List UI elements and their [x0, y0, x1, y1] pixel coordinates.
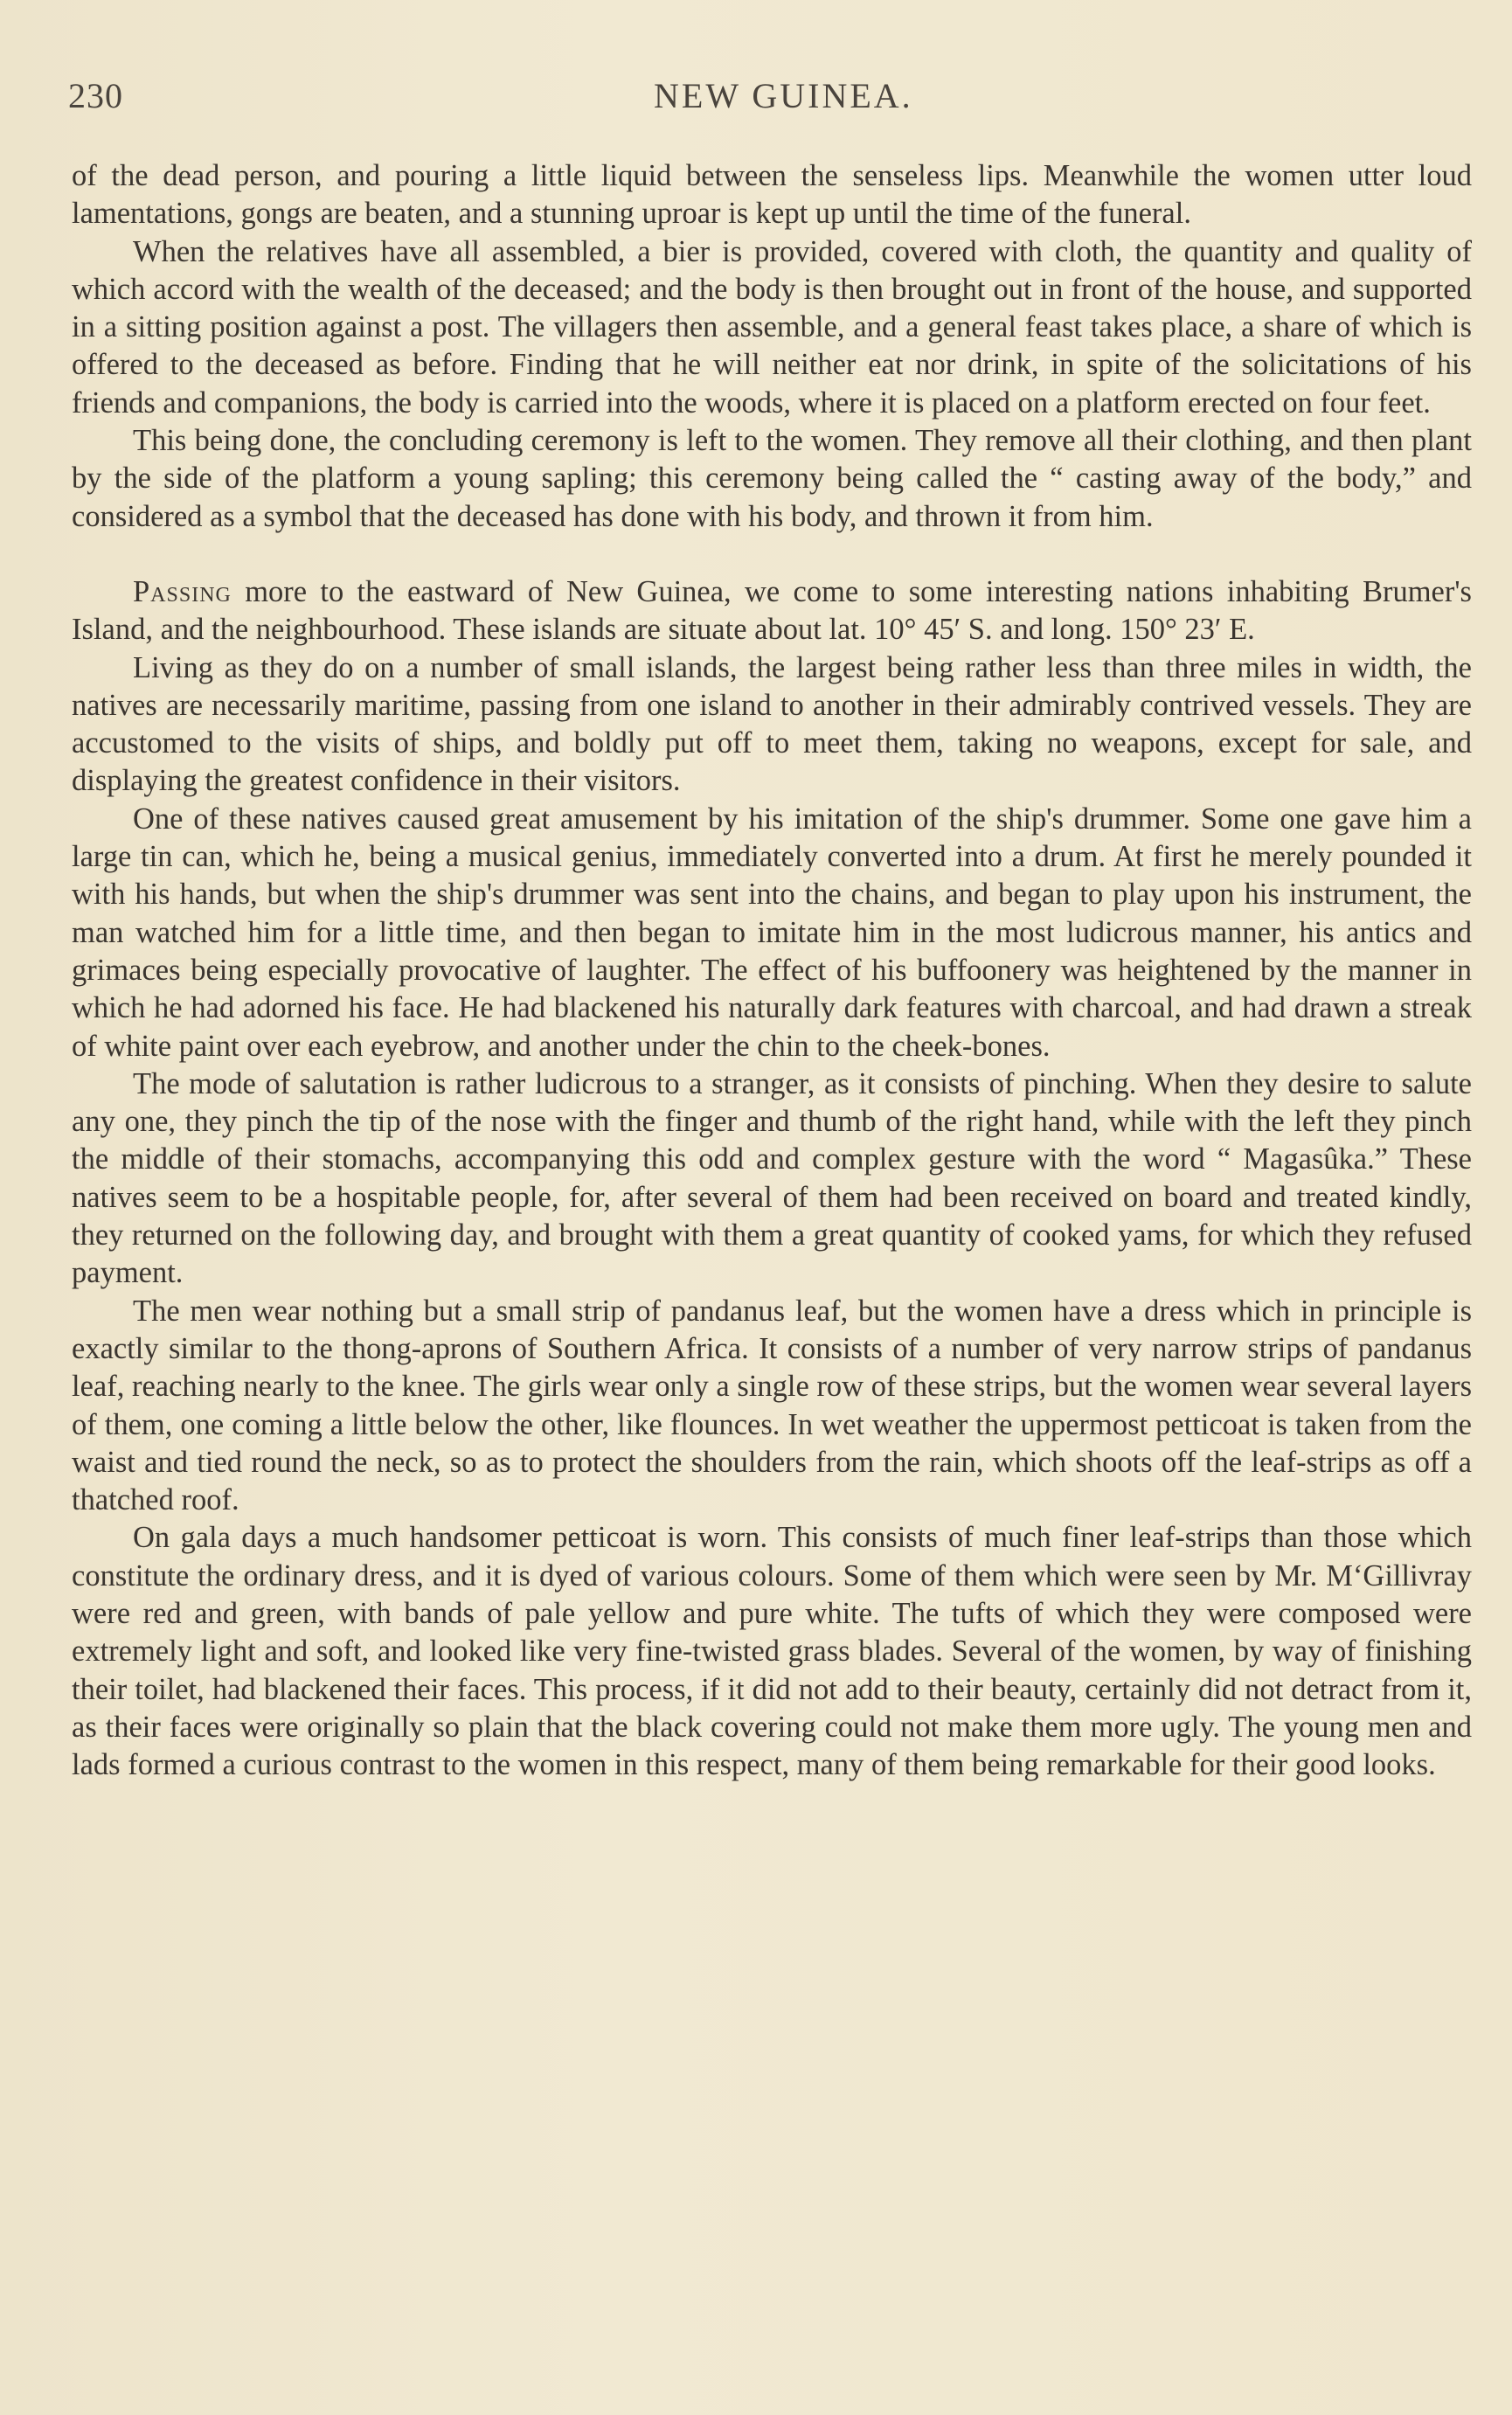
paragraph-1: of the dead person, and pouring a little liquid between the senseless lips. Meanwhile the women utter loud lamentations, gongs are beaten, and a stunning uproar is kept up until the time of the funeral.	[72, 159, 1472, 231]
running-head	[68, 75, 1467, 128]
paragraph-5: Living as they do on a number of small islands, the largest being rather less than three miles in width, the natives are necessarily maritime, passing from one island to another in their admirably contrived vessels. They are accustomed to the visits of ships, and boldly put off to meet them, taking no weapons, except for sale, and displaying the greatest confidence in their visitors.	[72, 650, 1472, 798]
running-title: NEW GUINEA.	[654, 76, 913, 115]
paragraph-4	[72, 573, 1472, 649]
section-lead-word: Passing	[133, 574, 232, 608]
paragraph-6: One of these natives caused great amusement by his imitation of the ship's drummer. Some one gave him a large tin can, which he, being a musical genius, immediately converted into a drum. At first he merely pounded it with his hands, but when the ship's drummer was sent into the chains, and began to play upon his instrument, the man watched him for a little time, and then began to imitate him in the most ludicrous manner, his antics and grimaces being especially provocative of laughter. The effect of his buffoonery was heightened by the manner in which he had adorned his face. He had blackened his naturally dark features with charcoal, and had drawn a streak of white paint over each eyebrow, and another under the chin to the cheek-bones.	[72, 802, 1472, 1063]
page-number: 230	[68, 76, 123, 115]
section-break	[72, 536, 1472, 573]
paragraph-4-text: more to the eastward of New Guinea, we come to some interesting nations inhabiting Brumer's Island, and the neighbourhood. These islands are situate about lat. 10° 45′ S. and long. 150° 23′ E.	[72, 574, 1472, 647]
paragraph-7: The mode of salutation is rather ludicrous to a stranger, as it consists of pinching. When they desire to salute any one, they pinch the tip of the nose with the finger and thumb of the right hand, while with the left they pinch the middle of their stomachs, accompanying this odd and complex gesture with the word “ Magasûka.” These natives seem to be a hospitable people, for, after several of them had been received on board and treated kindly, they returned on the following day, and brought with them a great quantity of cooked yams, for which they refused payment.	[72, 1066, 1472, 1290]
body-text	[72, 157, 1472, 1784]
paragraph-9: On gala days a much handsomer petticoat is worn. This consists of much finer leaf-strips than those which constitute the ordinary dress, and it is dyed of various colours. Some of them which were seen by Mr. M‘Gillivray were red and green, with bands of pale yellow and pure white. The tufts of which they were composed were extremely light and soft, and looked like very fine-twisted grass blades. Several of the women, by way of finishing their toilet, had blackened their faces. This process, if it did not add to their beauty, certainly did not detract from it, as their faces were originally so plain that the black covering could not make them more ugly. The young men and lads formed a curious contrast to the women in this respect, many of them being remarkable for their good looks.	[72, 1521, 1472, 1782]
paragraph-2: When the relatives have all assembled, a bier is provided, covered with cloth, the quantity and quality of which accord with the wealth of the deceased; and the body is then brought out in front of the house, and supported in a sitting position against a post. The villagers then assemble, and a general feast takes place, a share of which is offered to the deceased as before. Finding that he will neither eat nor drink, in spite of the solicitations of his friends and companions, the body is carried into the woods, where it is placed on a platform erected on four feet.	[72, 234, 1472, 420]
paragraph-8: The men wear nothing but a small strip of pandanus leaf, but the women have a dress which in principle is exactly similar to the thong-aprons of Southern Africa. It consists of a number of very narrow strips of pandanus leaf, reaching nearly to the knee. The girls wear only a single row of these strips, but the women wear several layers of them, one coming a little below the other, like flounces. In wet weather the uppermost petticoat is taken from the waist and tied round the neck, so as to protect the shoulders from the rain, which shoots off the leaf-strips as off a thatched roof.	[72, 1294, 1472, 1517]
paragraph-3: This being done, the concluding ceremony is left to the women. They remove all their clothing, and then plant by the side of the platform a young sapling; this ceremony being called the “ casting away of the body,” and considered as a symbol that the deceased has done with his body, and thrown it from him.	[72, 424, 1472, 533]
